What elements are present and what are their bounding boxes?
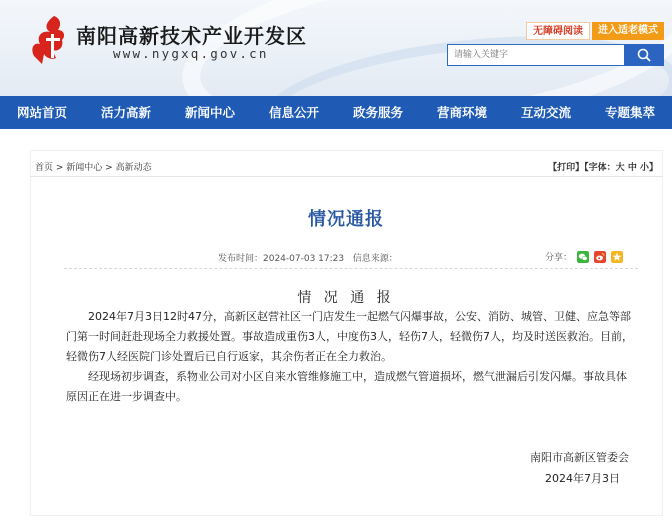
signature-date: 2024年7月3日 [545, 472, 620, 485]
breadcrumb [35, 160, 152, 173]
font-medium-button[interactable]: 中 [627, 163, 637, 173]
font-size-close: 】 [648, 163, 658, 173]
document-heading: 情 况 通 报 [297, 290, 395, 306]
wechat-icon[interactable] [577, 251, 589, 263]
font-small-button[interactable]: 小 [639, 163, 649, 173]
main-nav [0, 96, 672, 129]
article-paragraph: 经现场初步调查，系物业公司对小区自来水管维修施工中，造成燃气管道损坏，燃气泄漏后引发闪爆。事故具体原因正在进一步调查中。 [66, 370, 627, 403]
print-font-tools [548, 160, 658, 173]
breadcrumb-news[interactable]: 新闻中心 [66, 163, 103, 173]
publish-time: 发布时间：2024-07-03 17:23 [218, 254, 345, 264]
font-large-button[interactable]: 大 [615, 163, 625, 173]
signature-org: 南阳市高新区管委会 [530, 451, 629, 464]
site-title: 南阳高新技术产业开发区 [76, 24, 307, 48]
nav-item-topics[interactable]: 专题集萃 [604, 105, 655, 120]
elder-mode-button[interactable]: 进入适老模式 [592, 22, 664, 40]
nav-item-interaction[interactable]: 互动交流 [520, 105, 571, 120]
breadcrumb-separator: > [53, 163, 67, 173]
site-url: www.nygxq.gov.cn [113, 46, 269, 61]
nav-item-news[interactable]: 新闻中心 [184, 105, 235, 120]
nav-item-info[interactable]: 信息公开 [268, 105, 319, 120]
breadcrumb-current[interactable]: 高新动态 [115, 163, 152, 173]
font-size-label: 【字体： [584, 163, 616, 173]
accessible-reading-button[interactable]: 无障碍阅读 [526, 22, 590, 40]
nav-item-home[interactable]: 网站首页 [16, 105, 67, 120]
weibo-icon[interactable] [594, 251, 606, 263]
nav-item-business[interactable]: 营商环境 [436, 105, 487, 120]
nav-item-vitality[interactable]: 活力高新 [100, 105, 151, 120]
info-source: 信息来源： [352, 254, 398, 264]
article-paragraph: 2024年7月3日12时47分，高新区赵营社区一门店发生一起燃气闪爆事故，公安、消防、城管、卫健、应急等部门第一时间赶赴现场全力救援处置。事故造成重伤3人，中度伤3人，轻伤7人，轻微伤7人，均及时送医救治。目前，轻微伤7人经医院门诊处置后已自行返家，其余伤者正在全力救治。 [66, 310, 633, 363]
meta-divider [64, 268, 638, 269]
search-button[interactable] [624, 44, 664, 66]
breadcrumb-home[interactable]: 首页 [35, 163, 54, 173]
article-title: 情况通报 [308, 209, 384, 230]
nav-item-services[interactable]: 政务服务 [352, 105, 403, 120]
print-button[interactable]: 【打印】 [548, 163, 585, 173]
share-bar [545, 250, 623, 263]
share-label: 分享： [545, 253, 573, 263]
breadcrumb-divider [30, 176, 663, 177]
article-meta [218, 251, 398, 264]
qzone-icon[interactable] [611, 251, 623, 263]
logo-icon[interactable] [28, 14, 70, 66]
breadcrumb-separator: > [102, 163, 116, 173]
site-header [0, 0, 672, 96]
search-input[interactable] [447, 44, 625, 66]
search-icon [637, 48, 651, 62]
